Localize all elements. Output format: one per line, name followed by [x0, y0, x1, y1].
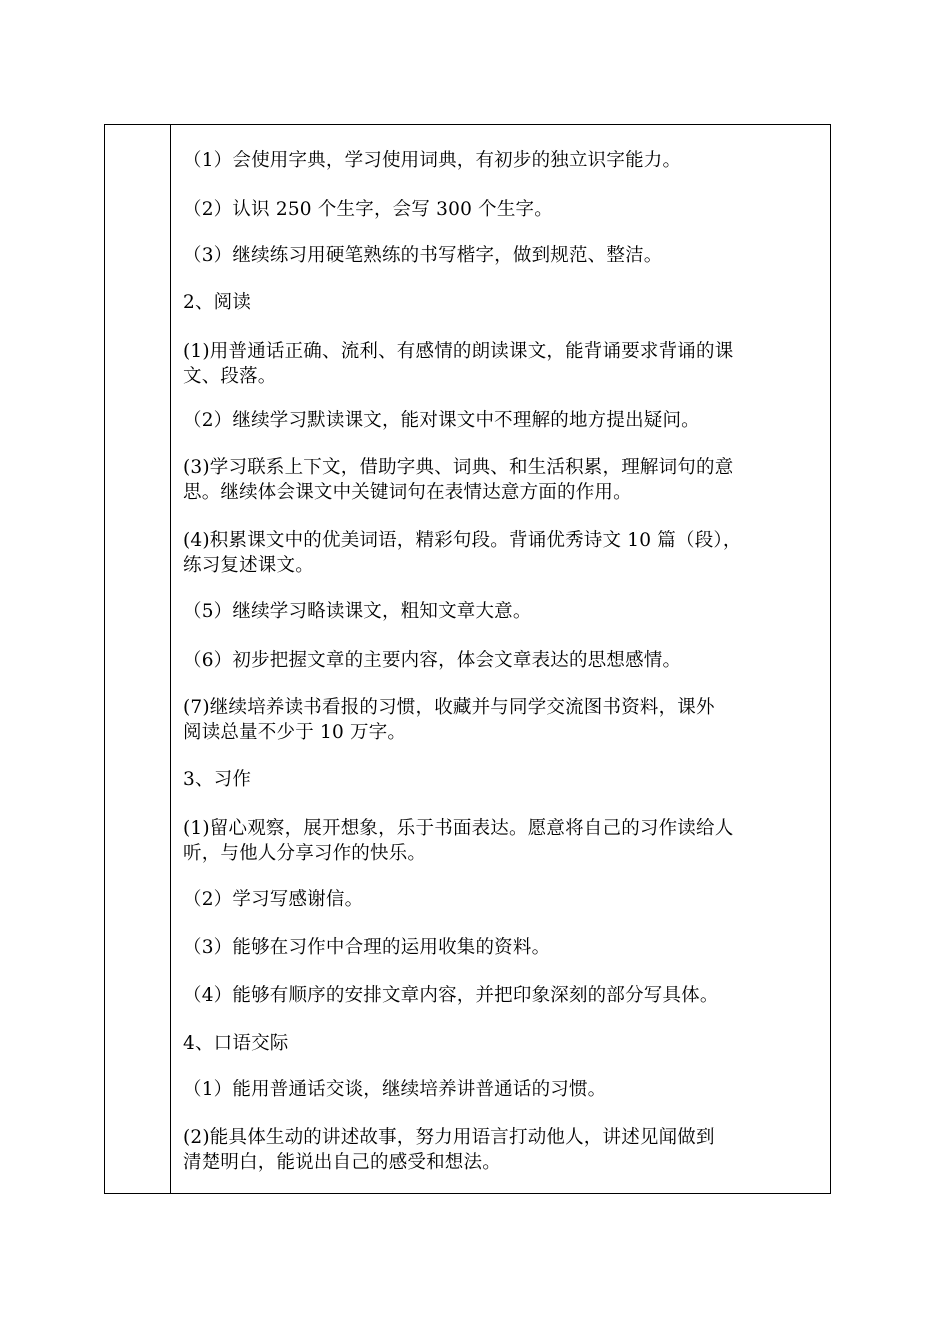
- text-line: (7)继续培养读书看报的习惯，收藏并与同学交流图书资料，课外: [183, 697, 715, 718]
- document-table: [104, 124, 831, 1194]
- text-line: （3）能够在习作中合理的运用收集的资料。: [183, 937, 551, 958]
- paragraph: [183, 695, 828, 745]
- text-line: （2）认识 250 个生字，会写 300 个生字。: [183, 199, 553, 220]
- paragraph: [183, 816, 828, 866]
- paragraph: [183, 339, 828, 389]
- text-line: 思。继续体会课文中关键词句在表情达意方面的作用。: [183, 482, 632, 503]
- paragraph: [183, 599, 828, 624]
- paragraph: [183, 935, 828, 960]
- text-line: 听，与他人分享习作的快乐。: [183, 843, 427, 864]
- left-empty-cell: [105, 125, 171, 1193]
- content-cell: [171, 125, 830, 1193]
- text-line: 阅读总量不少于 10 万字。: [183, 722, 407, 743]
- text-line: 3、习作: [183, 769, 252, 790]
- text-line: 4、口语交际: [183, 1033, 289, 1054]
- text-line: （2）学习写感谢信。: [183, 889, 364, 910]
- paragraph: [183, 648, 828, 673]
- text-line: 文、段落。: [183, 366, 277, 387]
- text-line: （3）继续练习用硬笔熟练的书写楷字，做到规范、整洁。: [183, 245, 663, 266]
- text-line: (4)积累课文中的优美词语，精彩句段。背诵优秀诗文 10 篇（段），: [183, 530, 742, 551]
- section-heading-oral-communication: [183, 1031, 828, 1056]
- text-line: 2、阅读: [183, 292, 252, 313]
- paragraph: [183, 1077, 828, 1102]
- paragraph: [183, 887, 828, 912]
- text-line: （1）能用普通话交谈，继续培养讲普通话的习惯。: [183, 1079, 607, 1100]
- paragraph: [183, 528, 828, 578]
- text-line: （6）初步把握文章的主要内容，体会文章表达的思想感情。: [183, 650, 682, 671]
- paragraph: [183, 197, 828, 222]
- text-line: （1）会使用字典，学习使用词典，有初步的独立识字能力。: [183, 150, 682, 171]
- paragraph: [183, 455, 828, 505]
- text-line: （2）继续学习默读课文，能对课文中不理解的地方提出疑问。: [183, 410, 700, 431]
- text-line: (2)能具体生动的讲述故事，努力用语言打动他人，讲述见闻做到: [183, 1127, 715, 1148]
- paragraph: [183, 408, 828, 433]
- text-line: （5）继续学习略读课文，粗知文章大意。: [183, 601, 532, 622]
- paragraph: [183, 148, 828, 173]
- text-line: （4）能够有顺序的安排文章内容，并把印象深刻的部分写具体。: [183, 985, 719, 1006]
- paragraph: [183, 983, 828, 1008]
- text-line: 清楚明白，能说出自己的感受和想法。: [183, 1152, 501, 1173]
- text-line: (1)用普通话正确、流利、有感情的朗读课文，能背诵要求背诵的课: [183, 341, 734, 362]
- paragraph: [183, 1125, 828, 1175]
- text-line: (1)留心观察，展开想象，乐于书面表达。愿意将自己的习作读给人: [183, 818, 734, 839]
- text-line: (3)学习联系上下文，借助字典、词典、和生活积累，理解词句的意: [183, 457, 734, 478]
- text-line: 练习复述课文。: [183, 555, 314, 576]
- section-heading-reading: [183, 290, 828, 315]
- paragraph: [183, 243, 828, 268]
- section-heading-writing: [183, 767, 828, 792]
